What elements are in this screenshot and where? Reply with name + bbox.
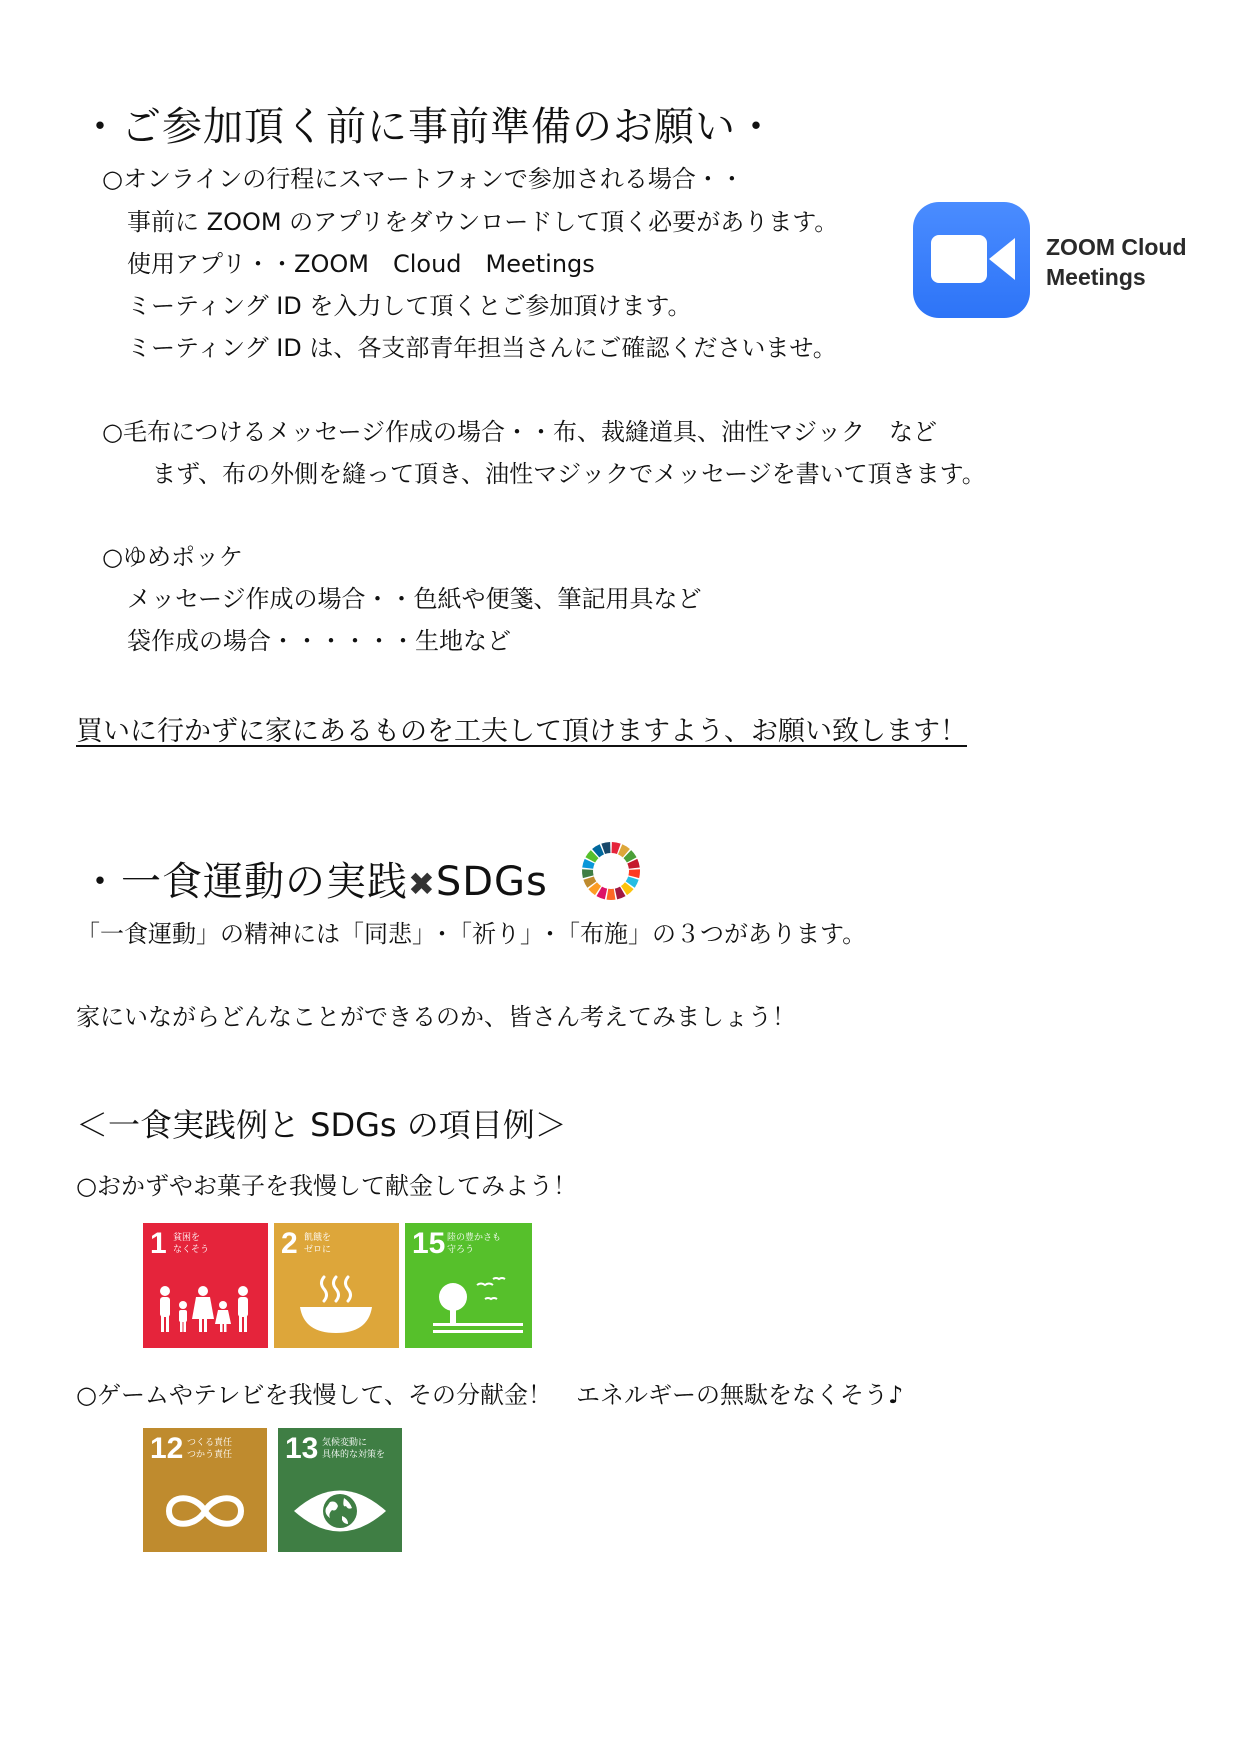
yume-line-2: 袋作成の場合・・・・・・生地など: [127, 627, 511, 655]
zoom-logo-text-2: Meetings: [1046, 264, 1146, 290]
cross-mark: ✖: [408, 865, 436, 903]
sdg-tile-12: [143, 1428, 267, 1552]
examples-title: ＜一食実践例と SDGs の項目例＞: [76, 1106, 567, 1144]
sdgs-wheel-segment: [628, 869, 640, 878]
sdg-tile-12-number: 12: [150, 1432, 184, 1465]
zoom-heading: ○オンラインの行程にスマートフォンで参加される場合・・: [102, 165, 744, 193]
sdg-tile-2: [274, 1223, 399, 1348]
family-icon: [155, 1285, 255, 1335]
sdg-tile-13-number: 13: [285, 1432, 319, 1465]
sdg-tile-12-label: つくる責任 つかう責任: [187, 1438, 233, 1460]
zoom-line-4: ミーティング ID は、各支部青年担当さんにご確認くださいませ。: [127, 334, 837, 362]
section1-title: ・ご参加頂く前に事前準備のお願い・: [80, 104, 777, 150]
sdg-tile-15-label: 陸の豊かさも 守ろう: [447, 1233, 502, 1255]
sdg-tile-15-number: 15: [412, 1227, 446, 1260]
section2-title-text: ・一食運動の実践: [80, 859, 408, 905]
blanket-line: まず、布の外側を縫って頂き、油性マジックでメッセージを書いて頂きます。: [152, 460, 986, 488]
zoom-logo-text-1: ZOOM Cloud: [1046, 234, 1187, 260]
sdg-tile-1: [143, 1223, 268, 1348]
sdgs-wheel-segment: [582, 869, 594, 878]
sdg-tile-1-label: 貧困を なくそう: [173, 1233, 210, 1255]
sdg-tile-1-number: 1: [150, 1227, 167, 1260]
blanket-heading: ○毛布につけるメッセージ作成の場合・・布、裁縫道具、油性マジック など: [102, 418, 938, 446]
sdgs-wheel-icon: [580, 840, 642, 902]
eye-globe-icon: [292, 1484, 388, 1538]
spirit-text: 「一食運動」の精神には「同悲」･「祈り」･「布施」の３つがあります。: [76, 920, 867, 948]
infinity-icon: [163, 1486, 247, 1536]
zoom-line-3: ミーティング ID を入力して頂くとご参加頂けます。: [127, 292, 692, 320]
sdgs-wheel-segment: [607, 889, 616, 900]
zoom-line-2: 使用アプリ・・ZOOM Cloud Meetings: [127, 250, 595, 278]
example-1: ○おかずやお菓子を我慢して献金してみよう！: [76, 1172, 577, 1200]
sdg-tile-15: [405, 1223, 532, 1348]
section2-title: [80, 850, 548, 907]
yume-line-1: メッセージ作成の場合・・色紙や便箋、筆記用具など: [127, 585, 702, 613]
yume-heading: ○ゆめポッケ: [102, 543, 243, 571]
example-2: ○ゲームやテレビを我慢して、その分献金！ エネルギーの無駄をなくそう♪: [76, 1381, 904, 1409]
sdgs-text: SDGs: [435, 859, 548, 905]
zoom-line-1: 事前に ZOOM のアプリをダウンロードして頂く必要があります。: [127, 208, 839, 236]
bowl-icon: [296, 1273, 376, 1338]
zoom-video-camera-icon: [913, 202, 1030, 318]
sdg-tile-2-number: 2: [281, 1227, 298, 1260]
sdg-tile-13: [278, 1428, 402, 1552]
sdg-tile-13-label: 気候変動に 具体的な対策を: [322, 1438, 386, 1460]
think-text: 家にいながらどんなことができるのか、皆さん考えてみましょう！: [76, 1003, 796, 1031]
sdg-tile-2-label: 飢餓を ゼロに: [304, 1233, 332, 1255]
tree-icon: [433, 1275, 523, 1337]
request-text: 買いに行かずに家にあるものを工夫して頂けますよう、お願い致します！: [76, 716, 967, 747]
